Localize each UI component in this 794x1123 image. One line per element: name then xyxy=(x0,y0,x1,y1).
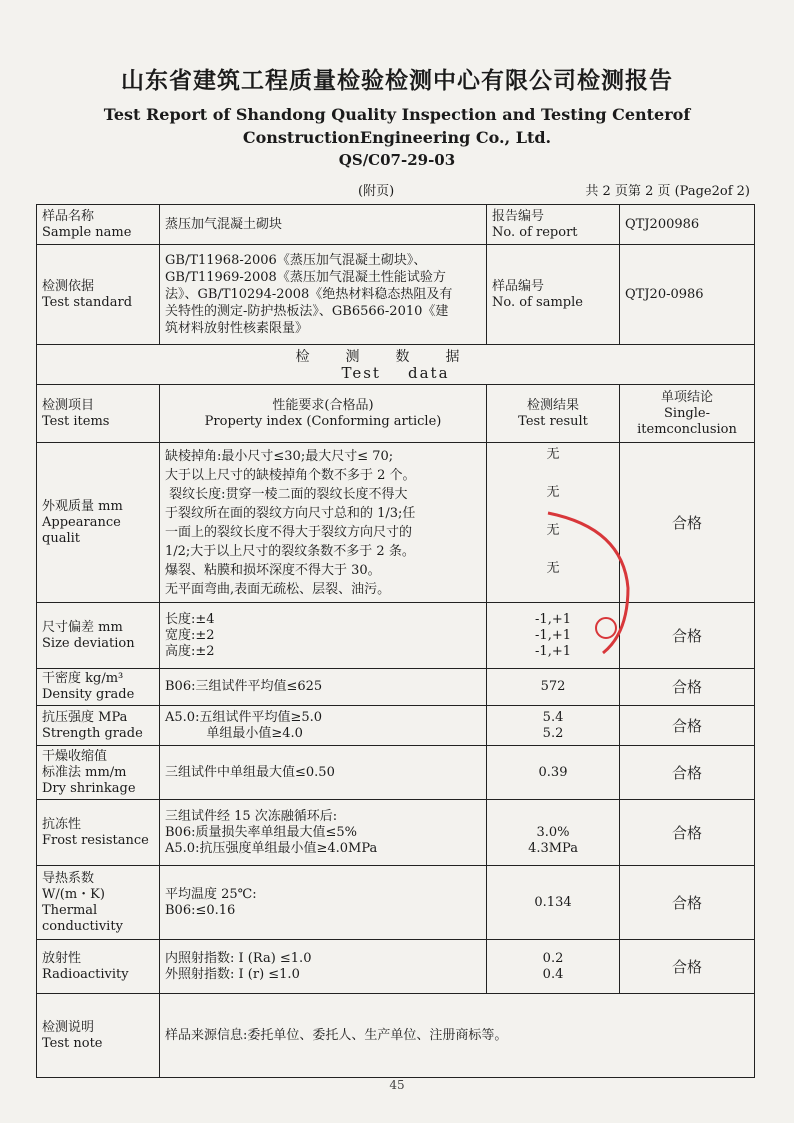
conclusion-cell: 合格 xyxy=(620,800,755,866)
data-row xyxy=(37,746,755,800)
property-index-line: 外照射指数: I (r) ≤1.0 xyxy=(165,966,300,982)
test-standard-label-cn: 检测依据 xyxy=(42,278,95,294)
sample-name-label xyxy=(37,205,160,245)
test-standard-label-en: Test standard xyxy=(42,294,133,310)
form-code: QS/C07-29-03 xyxy=(338,151,456,169)
col-header-conclusion xyxy=(620,385,755,443)
test-result-line: 无 xyxy=(546,522,560,538)
test-item-line: qualit xyxy=(42,530,80,546)
test-result-line xyxy=(492,466,614,485)
test-note-label-en: Test note xyxy=(42,1035,103,1051)
test-result-line xyxy=(492,580,614,599)
conclusion-cell: 合格 xyxy=(620,940,755,994)
property-index-cell xyxy=(160,746,487,800)
test-item-cell xyxy=(37,706,160,746)
sample-no-label-en: No. of sample xyxy=(492,294,583,310)
test-standard-line: 筑材料放射性核素限量》 xyxy=(165,321,309,336)
page-number: 45 xyxy=(389,1078,405,1092)
col-header-items xyxy=(37,385,160,443)
test-item-cell xyxy=(37,866,160,940)
test-item-cell xyxy=(37,800,160,866)
test-result-line: -1,+1 xyxy=(535,643,571,659)
col-header-index xyxy=(160,385,487,443)
sample-no-label-cn: 样品编号 xyxy=(492,278,545,294)
test-item-line: 抗压强度 MPa xyxy=(42,709,128,725)
test-item-line: 导热系数 xyxy=(42,870,95,886)
test-standard-value xyxy=(160,245,487,345)
conclusion-cell: 合格 xyxy=(620,603,755,669)
property-index-line: 宽度:±2 xyxy=(165,627,215,643)
test-result-line xyxy=(492,504,614,523)
test-item-line: Dry shrinkage xyxy=(42,780,136,796)
conclusion-cell: 合格 xyxy=(620,866,755,940)
test-result-line: 无 xyxy=(546,446,560,462)
property-index-line: 长度:±4 xyxy=(165,611,215,627)
test-result-line: -1,+1 xyxy=(535,611,571,627)
test-standard-label xyxy=(37,245,160,345)
test-item-line: 标准法 mm/m xyxy=(42,764,127,780)
test-item-line: 放射性 xyxy=(42,950,82,966)
test-item-line: Thermal xyxy=(42,902,98,918)
data-row xyxy=(37,603,755,669)
col-header-result-cn: 检测结果 xyxy=(527,397,580,413)
sample-name-label-en: Sample name xyxy=(42,224,132,240)
property-index-line: 大于以上尺寸的缺棱掉角个数不多于 2 个。 xyxy=(165,467,416,483)
property-index-line: 单组最小值≥4.0 xyxy=(165,725,303,741)
property-index-line: 平均温度 25℃: xyxy=(165,886,257,902)
test-item-line: 外观质量 mm xyxy=(42,498,123,514)
test-item-line: 干燥收缩值 xyxy=(42,748,108,764)
report-no-label-cn: 报告编号 xyxy=(492,208,545,224)
test-result-cell xyxy=(487,940,620,994)
test-item-line: Strength grade xyxy=(42,725,143,741)
test-standard-line: GB/T11969-2008《蒸压加气混凝土性能试验方 xyxy=(165,270,446,285)
test-item-line: Appearance xyxy=(42,514,121,530)
test-data-heading-cn: 检测数据 xyxy=(295,348,496,365)
conclusion-cell: 合格 xyxy=(620,706,755,746)
test-note-label xyxy=(37,994,160,1078)
col-header-result xyxy=(487,385,620,443)
test-item-cell xyxy=(37,669,160,706)
section-heading-row xyxy=(37,345,755,385)
property-index-line: A5.0:抗压强度单组最小值≥4.0MPa xyxy=(165,840,378,856)
property-index-cell xyxy=(160,603,487,669)
sample-name-label-cn: 样品名称 xyxy=(42,208,95,224)
test-result-cell xyxy=(487,706,620,746)
sample-no-value: QTJ20-0986 xyxy=(620,245,755,345)
test-result-cell xyxy=(487,800,620,866)
property-index-cell xyxy=(160,866,487,940)
property-index-line: 缺棱掉角:最小尺寸≤30;最大尺寸≤ 70; xyxy=(165,448,394,464)
property-index-line: 爆裂、粘膜和损坏深度不得大于 30。 xyxy=(165,562,381,578)
col-header-conclusion-en1: Single- xyxy=(664,405,711,421)
sample-name-value: 蒸压加气混凝土砌块 xyxy=(160,205,487,245)
property-index-cell xyxy=(160,800,487,866)
report-header xyxy=(0,62,794,169)
property-index-line: B06:质量损失率单组最大值≤5% xyxy=(165,824,357,840)
report-title-en-line2: ConstructionEngineering Co., Ltd. xyxy=(242,128,552,147)
property-index-line: A5.0:五组试件平均值≥5.0 xyxy=(165,709,323,725)
test-item-cell xyxy=(37,746,160,800)
test-note-text: 样品来源信息:委托单位、委托人、生产单位、注册商标等。 xyxy=(160,994,755,1078)
property-index-cell xyxy=(160,706,487,746)
sample-no-label xyxy=(487,245,620,345)
property-index-line: 三组试件经 15 次冻融循环后: xyxy=(165,808,338,824)
test-result-cell xyxy=(487,746,620,800)
appendix-label: (附页) xyxy=(358,184,395,199)
test-result-line: 4.3MPa xyxy=(528,840,578,856)
test-result-cell xyxy=(487,443,620,603)
test-item-line: Frost resistance xyxy=(42,832,149,848)
test-standard-line: 关特性的测定-防护热板法》、GB6566-2010《建 xyxy=(165,304,449,319)
test-item-line: 干密度 kg/m³ xyxy=(42,671,124,686)
test-item-cell xyxy=(37,940,160,994)
test-result-cell xyxy=(487,669,620,706)
property-index-cell xyxy=(160,669,487,706)
property-index-line: 无平面弯曲,表面无疏松、层裂、油污。 xyxy=(165,581,391,597)
test-result-cell xyxy=(487,603,620,669)
test-result-line: 5.4 xyxy=(542,709,564,725)
test-standard-row xyxy=(37,245,755,345)
property-index-line: 内照射指数: I (Ra) ≤1.0 xyxy=(165,950,312,966)
property-index-line: 裂纹长度:贯穿一棱二面的裂纹长度不得大 xyxy=(165,486,408,502)
test-result-line: -1,+1 xyxy=(535,627,571,643)
data-row xyxy=(37,669,755,706)
col-header-items-en: Test items xyxy=(42,413,110,429)
data-row xyxy=(37,866,755,940)
sample-name-row xyxy=(37,205,755,245)
property-index-line: B06:三组试件平均值≤625 xyxy=(165,679,323,694)
test-result-line: 0.2 xyxy=(542,950,564,966)
test-result-line: 3.0% xyxy=(536,824,570,840)
column-header-row xyxy=(37,385,755,443)
test-item-cell xyxy=(37,603,160,669)
property-index-line: 一面上的裂纹长度不得大于裂纹方向尺寸的 xyxy=(165,524,413,540)
test-result-line: 5.2 xyxy=(542,725,564,741)
test-result-line xyxy=(492,542,614,561)
test-item-line: Size deviation xyxy=(42,635,135,651)
test-result-line: 572 xyxy=(540,679,566,694)
property-index-line: 三组试件中单组最大值≤0.50 xyxy=(165,764,335,780)
test-item-line: 尺寸偏差 mm xyxy=(42,619,123,635)
report-table xyxy=(36,204,755,1078)
col-header-conclusion-en2: itemconclusion xyxy=(637,421,737,437)
test-result-line: 无 xyxy=(546,560,560,576)
test-result-line: 0.39 xyxy=(538,764,568,780)
property-index-line: B06:≤0.16 xyxy=(165,902,236,918)
conclusion-cell: 合格 xyxy=(620,443,755,603)
test-item-line: 抗冻性 xyxy=(42,816,82,832)
property-index-line: 高度:±2 xyxy=(165,643,215,659)
col-header-result-en: Test result xyxy=(518,413,588,429)
test-data-heading-en: Test data xyxy=(341,363,450,382)
test-data-heading xyxy=(37,345,755,385)
test-item-line: Radioactivity xyxy=(42,966,129,982)
report-title-en-line1: Test Report of Shandong Quality Inspection and Testing Centerof xyxy=(103,105,691,124)
test-result-cell xyxy=(487,866,620,940)
conclusion-cell: 合格 xyxy=(620,669,755,706)
data-row xyxy=(37,706,755,746)
test-standard-line: 法》、GB/T10294-2008《绝热材料稳态热阻及有 xyxy=(165,287,453,302)
conclusion-cell: 合格 xyxy=(620,746,755,800)
report-no-value: QTJ200986 xyxy=(620,205,755,245)
col-header-index-en: Property index (Conforming article) xyxy=(204,413,442,429)
page-count: 共 2 页第 2 页 (Page2of 2) xyxy=(585,184,750,199)
test-result-line xyxy=(492,809,614,825)
sub-header-row xyxy=(40,180,750,198)
test-result-line: 0.134 xyxy=(534,894,572,910)
test-result-line: 0.4 xyxy=(542,966,564,982)
test-item-line: W/(m・K) xyxy=(42,886,105,902)
data-row xyxy=(37,800,755,866)
property-index-line: 1/2;大于以上尺寸的裂纹条数不多于 2 条。 xyxy=(165,543,415,559)
test-item-cell xyxy=(37,443,160,603)
data-row xyxy=(37,443,755,603)
col-header-items-cn: 检测项目 xyxy=(42,397,95,413)
property-index-line: 于裂纹所在面的裂纹方向尺寸总和的 1/3;任 xyxy=(165,505,416,521)
test-note-label-cn: 检测说明 xyxy=(42,1019,95,1035)
test-standard-line: GB/T11968-2006《蒸压加气混凝土砌块》、 xyxy=(165,253,427,268)
test-result-line: 无 xyxy=(546,484,560,500)
data-row xyxy=(37,940,755,994)
test-item-line: conductivity xyxy=(42,918,123,934)
report-no-label-en: No. of report xyxy=(492,224,578,240)
report-title-cn: 山东省建筑工程质量检验检测中心有限公司检测报告 xyxy=(121,67,673,94)
property-index-cell xyxy=(160,940,487,994)
test-item-line: Density grade xyxy=(42,687,135,702)
report-no-label xyxy=(487,205,620,245)
col-header-conclusion-cn: 单项结论 xyxy=(661,389,714,405)
property-index-cell xyxy=(160,443,487,603)
col-header-index-cn: 性能要求(合格品) xyxy=(272,397,374,413)
test-note-row xyxy=(37,994,755,1078)
